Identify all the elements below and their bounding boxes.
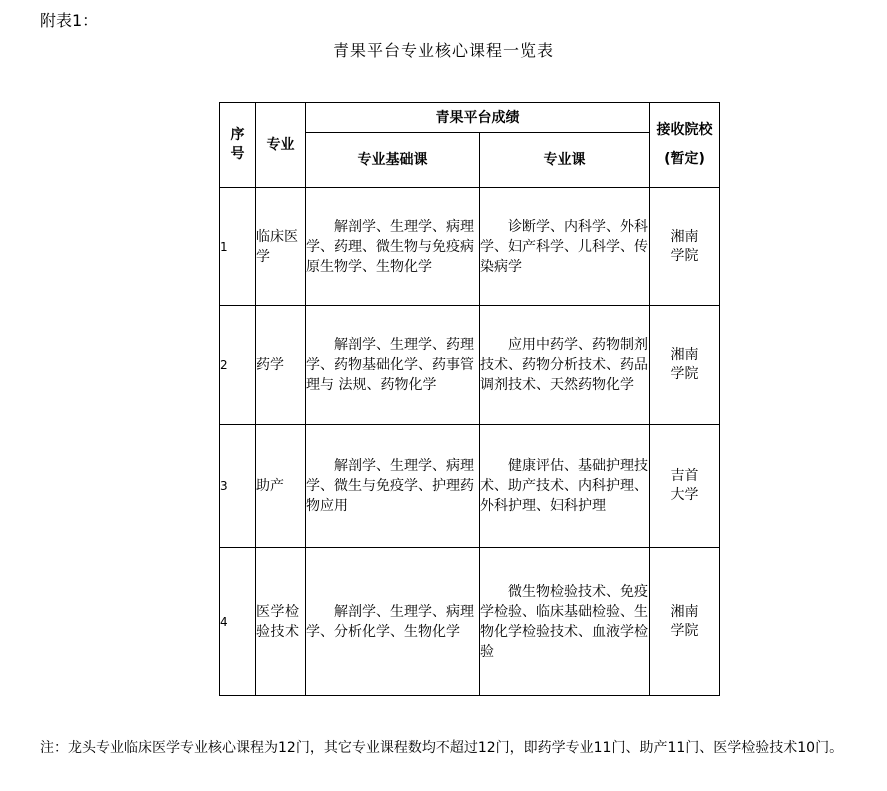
row-professional-courses-text: 健康评估、基础护理技术、助产技术、内科护理、外科护理、妇科护理 — [480, 458, 648, 514]
header-index-label: 序号 — [230, 127, 245, 162]
row-professional-courses — [480, 306, 650, 425]
row-professional-courses-text: 应用中药学、药物制剂技术、药物分析技术、药品调剂技术、天然药物化学 — [480, 337, 648, 393]
header-receiving-school — [650, 103, 720, 188]
footnote: 注：龙头专业临床医学专业核心课程为12门，其它专业课程数均不超过12门，即药学专业11门、助产11门、医学检验技术10门。 — [40, 740, 844, 756]
row-receiving-school-text: 湘南学院 — [670, 228, 699, 264]
document-title: 青果平台专业核心课程一览表 — [332, 41, 554, 60]
row-major: 助产 — [256, 425, 306, 548]
row-basic-courses — [306, 306, 480, 425]
row-receiving-school-text: 湘南学院 — [670, 347, 699, 382]
table-row — [220, 188, 720, 306]
table-row — [220, 548, 720, 696]
row-basic-courses-text: 解剖学、生理学、病理学、分析化学、生物化学 — [306, 603, 474, 640]
row-professional-courses-text: 微生物检验技术、免疫学检验、临床基础检验、生物化学检验技术、血液学检验 — [480, 583, 648, 660]
appendix-label: 附表1： — [40, 11, 99, 30]
row-professional-courses — [480, 548, 650, 696]
header-receiving-school-label: 接收院校(暂定) — [656, 122, 713, 167]
row-index: 1 — [220, 188, 256, 306]
row-index: 2 — [220, 306, 256, 425]
row-basic-courses-text: 解剖学、生理学、药理学、药物基础化学、药事管理与 法规、药物化学 — [306, 337, 474, 393]
table-row — [220, 425, 720, 548]
row-professional-courses — [480, 188, 650, 306]
header-platform-scores: 青果平台成绩 — [306, 103, 650, 133]
row-receiving-school — [650, 306, 720, 425]
row-index: 4 — [220, 548, 256, 696]
row-index: 3 — [220, 425, 256, 548]
row-major: 药学 — [256, 306, 306, 425]
header-professional-courses: 专业课 — [480, 133, 650, 188]
row-major: 临床医学 — [256, 188, 306, 306]
row-professional-courses-text: 诊断学、内科学、外科学、妇产科学、儿科学、传染病学 — [480, 218, 648, 275]
row-major: 医学检验技术 — [256, 548, 306, 696]
header-major: 专业 — [256, 103, 306, 188]
header-basic-courses: 专业基础课 — [306, 133, 480, 188]
row-basic-courses-text: 解剖学、生理学、病理学、药理、微生物与免疫病原生物学、生物化学 — [306, 218, 474, 275]
row-basic-courses — [306, 188, 480, 306]
row-receiving-school — [650, 188, 720, 306]
row-receiving-school-text: 湘南学院 — [670, 603, 699, 639]
core-course-table — [219, 102, 720, 696]
row-receiving-school — [650, 425, 720, 548]
row-basic-courses — [306, 425, 480, 548]
row-receiving-school — [650, 548, 720, 696]
table-row — [220, 306, 720, 425]
row-professional-courses — [480, 425, 650, 548]
row-receiving-school-text: 吉首大学 — [670, 468, 699, 503]
header-index — [220, 103, 256, 188]
row-basic-courses — [306, 548, 480, 696]
row-basic-courses-text: 解剖学、生理学、病理学、微生与免疫学、护理药物应用 — [306, 458, 474, 514]
